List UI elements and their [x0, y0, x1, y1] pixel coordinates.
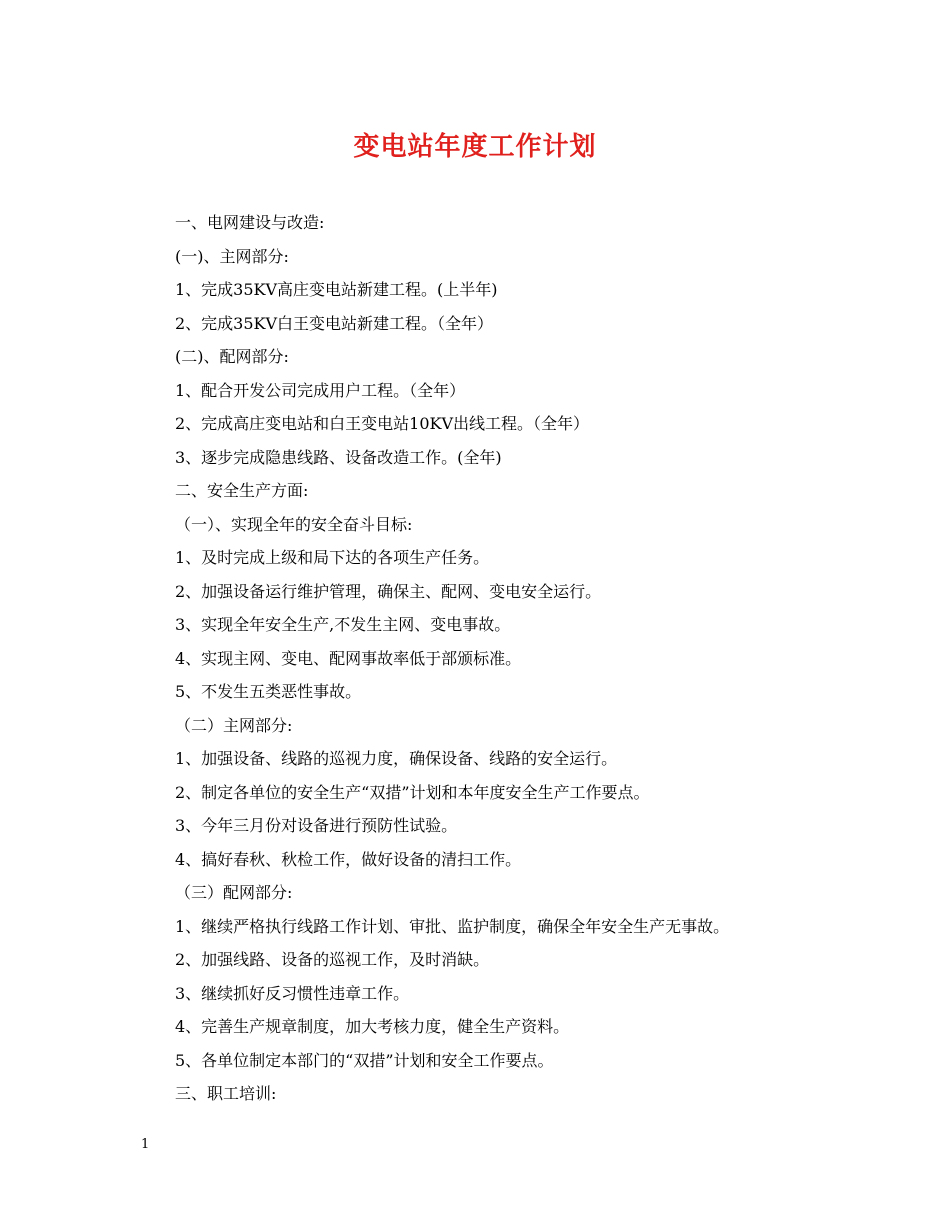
text-line: （三）配网部分: [175, 883, 293, 902]
text-line: 2、完成35KV白王变电站新建工程。（全年） [175, 313, 494, 333]
text-line: (一)、主网部分: [175, 246, 289, 266]
text-line: 一、电网建设与改造: [175, 213, 325, 232]
text-line: 5、不发生五类恶性事故。 [175, 682, 362, 701]
text-line: 3、逐步完成隐患线路、设备改造工作。(全年) [175, 447, 502, 467]
page-number: 1 [141, 1137, 150, 1152]
text-line: 1、继续严格执行线路工作计划、审批、监护制度，确保全年安全生产无事故。 [175, 916, 730, 936]
text-line: 1、完成35KV高庄变电站新建工程。(上半年) [175, 280, 498, 299]
text-line: 1、配合开发公司完成用户工程。（全年） [175, 380, 466, 400]
text-line: 4、搞好春秋、秋检工作，做好设备的清扫工作。 [175, 849, 522, 869]
text-line: 2、完成高庄变电站和白王变电站10KV出线工程。（全年） [175, 414, 590, 433]
text-line: 2、加强线路、设备的巡视工作，及时消缺。 [175, 950, 490, 969]
text-line: 3、实现全年安全生产,不发生主网、变电事故。 [175, 615, 511, 634]
text-line: 3、今年三月份对设备进行预防性试验。 [175, 816, 458, 835]
text-line: 三、职工培训: [175, 1084, 277, 1103]
text-line: 二、安全生产方面: [175, 481, 309, 500]
text-line: （一）、实现全年的安全奋斗目标: [175, 514, 413, 534]
text-line: 5、各单位制定本部门的“双措”计划和安全工作要点。 [175, 1050, 554, 1070]
text-line: 2、制定各单位的安全生产“双措”计划和本年度安全生产工作要点。 [175, 782, 650, 802]
text-line: 2、加强设备运行维护管理，确保主、配网、变电安全运行。 [175, 581, 602, 601]
text-line: 3、继续抓好反习惯性违章工作。 [175, 983, 410, 1003]
text-line: （二）主网部分: [175, 715, 293, 735]
text-line: 4、实现主网、变电、配网事故率低于部颁标准。 [175, 648, 522, 668]
text-line: 1、及时完成上级和局下达的各项生产任务。 [175, 548, 490, 567]
document-body [175, 206, 875, 1111]
text-line: 4、完善生产规章制度，加大考核力度，健全生产资料。 [175, 1017, 570, 1036]
text-line: 1、加强设备、线路的巡视力度，确保设备、线路的安全运行。 [175, 749, 618, 768]
document-title: 变电站年度工作计划 [353, 132, 597, 162]
text-line: (二)、配网部分: [175, 347, 289, 366]
